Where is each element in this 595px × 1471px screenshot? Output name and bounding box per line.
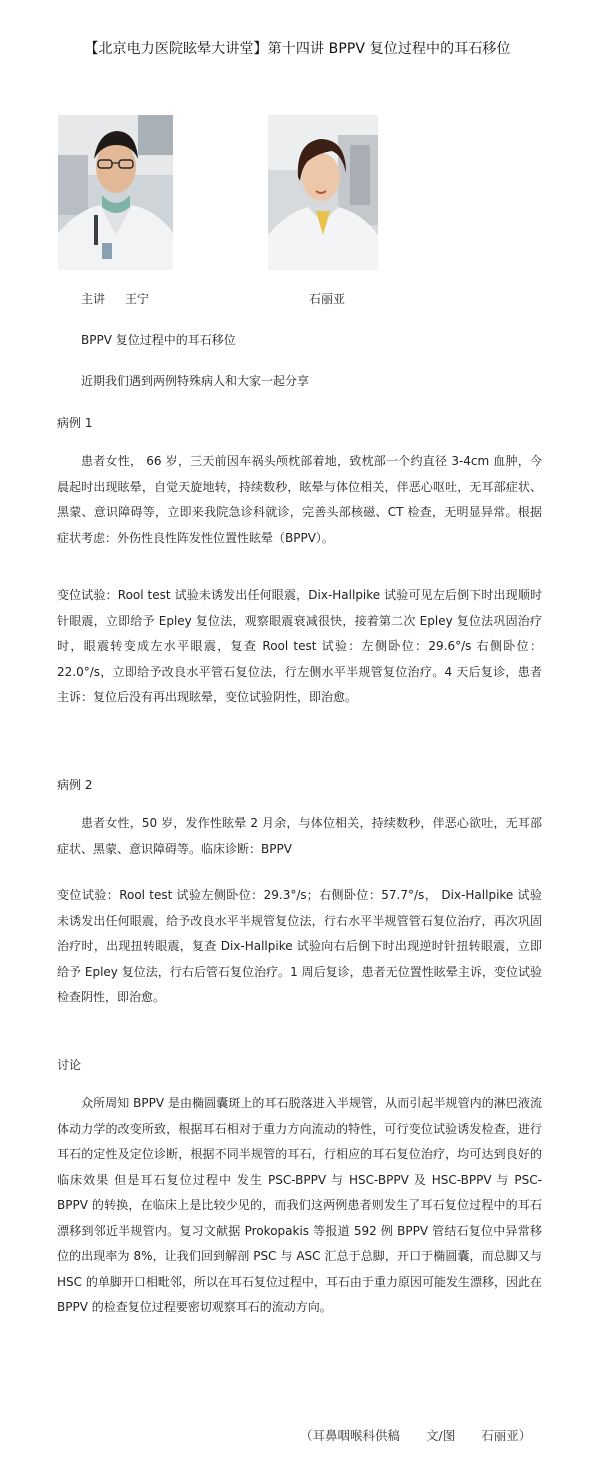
discussion-heading: 讨论 [57,1058,82,1072]
intro-text: 近期我们遇到两例特殊病人和大家一起分享 [81,374,310,388]
discussion-text: 众所周知 BPPV 是由椭圆囊斑上的耳石脱落进入半规管，从而引起半规管内的淋巴液流体动力学的改变所致，根据耳石相对于重力方向流动的特性，可行变位试验诱发检查，进行耳石的定性及定位诊断，根据不同半规管的耳石，行相应的耳石复位治疗，均可达到良好的临床效果 但是耳石复位过程中 发生 PSC-BPPV 与 HSC-BPPV 及 HSC-BPPV 与 PSC-BPPV 的转换，在临床上是比较少见的，而我们这两例患者则发生了耳石复位过程中的耳石漂移到邻近半规管内。复习文献据 Prokopakis 等报道 592 例 BPPV 管结石复位中异常移位的出现率为 8%，让我们回到解剖 PSC 与 ASC 汇总于总脚，开口于椭圆囊，而总脚又与 HSC 的单脚开口相毗邻，所以在耳石复位过程中，耳石由于重力原因可能发生漂移，因此在 BPPV 的检查复位过程要密切观察耳石的流动方向。 [57,1096,542,1314]
case2-history: 患者女性，50 岁，发作性眩晕 2 月余，与体位相关，持续数秒，伴恶心欲吐，无耳部症状、黑蒙、意识障碍等。临床诊断：BPPV [57,816,542,856]
speaker-credit [81,290,149,307]
case2-heading: 病例 2 [57,778,93,792]
second-name: 石丽亚 [309,292,346,306]
footer-author: 石丽亚） [481,1428,532,1443]
speaker-photo [58,115,173,270]
case2-test: 变位试验：Rool test 试验左侧卧位：29.3°/s；右侧卧位：57.7°/s， Dix-Hallpike 试验未诱发出任何眼震，给予改良水平半规管复位法，行右水平半规管管石复位治疗，再次巩固治疗时，出现扭转眼震，复查 Dix-Hallpike 试验向右后倒下时出现逆时针扭转眼震，立即给予 Epley 复位法，行右后管石复位治疗。1 周后复诊，患者无位置性眩晕主诉，变位试验检查阴性，即治愈。 [57,888,542,1004]
case1-heading: 病例 1 [57,416,93,430]
article-title: 【北京电力医院眩晕大讲堂】第十四讲 BPPV 复位过程中的耳石移位 [84,41,511,57]
subtitle: BPPV 复位过程中的耳石移位 [81,333,236,347]
speaker-name: 王宁 [125,292,150,306]
footer-credit [300,1426,531,1444]
case1-test: 变位试验：Rool test 试验未诱发出任何眼震，Dix-Hallpike 试验可见左后倒下时出现顺时针眼震，立即给予 Epley 复位法，观察眼震衰减很快，接着第二次 Epley 复位法巩固治疗时，眼震转变成左水平眼震，复查 Rool test 试验：左侧卧位：29.6°/s 右侧卧位：22.0°/s，立即给予改良水平管石复位法，行左侧水平半规管复位治疗。4 天后复诊，患者主诉：复位后没有再出现眩晕，变位试验阴性，即治愈。 [57,588,542,704]
footer-source: （耳鼻咽喉科供稿 [300,1428,401,1443]
second-photo [268,115,378,270]
speaker-label: 主讲 [81,292,106,306]
footer-role: 文/图 [426,1428,456,1443]
case1-history: 患者女性， 66 岁，三天前因车祸头颅枕部着地，致枕部一个约直径 3-4cm 血肿，今晨起时出现眩晕，自觉天旋地转，持续数秒，眩晕与体位相关，伴恶心呕吐，无耳部症状、黑蒙、意识障碍等，立即来我院急诊科就诊，完善头部核磁、CT 检查，无明显异常。根据症状考虑：外伤性良性阵发性位置性眩晕（BPPV）。 [57,454,542,545]
